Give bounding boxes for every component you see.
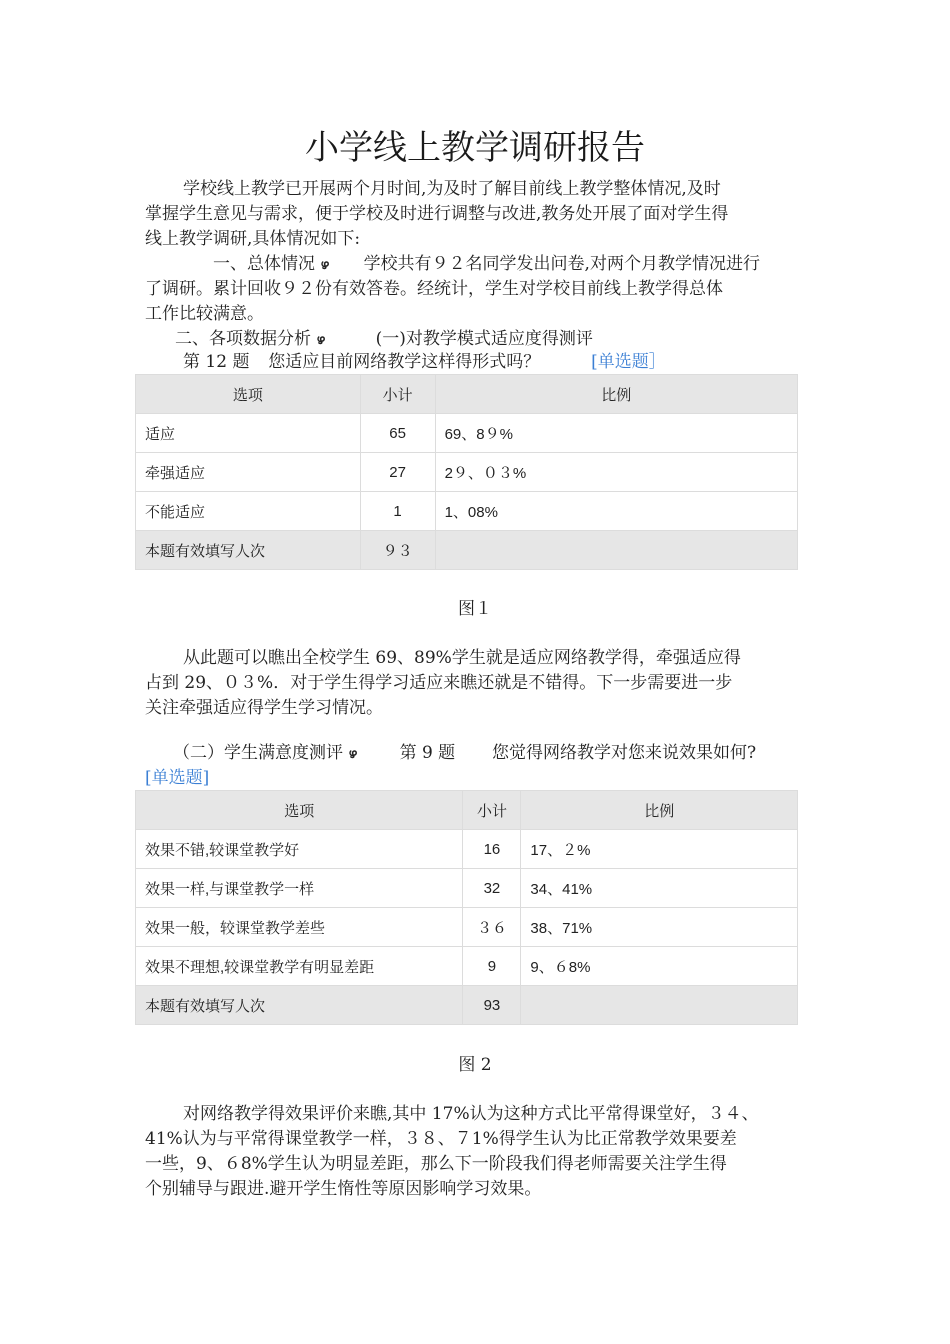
q9-table (135, 790, 798, 1025)
row-count: 16 (463, 830, 521, 869)
row-count: ３６ (463, 908, 521, 947)
section2b-heading-line (173, 741, 756, 767)
q12-table (135, 374, 798, 570)
section2-heading: 二、各项数据分析 (175, 329, 311, 349)
table-row (136, 414, 798, 453)
table-row (136, 869, 798, 908)
row-ratio: 1、08% (435, 492, 797, 531)
col-header-count: 小计 (360, 375, 435, 414)
footer-ratio (435, 531, 797, 570)
row-count: 9 (463, 947, 521, 986)
intro-line-3: 线上教学调研,具体情况如下: (145, 229, 361, 249)
table-row (136, 947, 798, 986)
row-count: 65 (360, 414, 435, 453)
col-header-count: 小计 (463, 791, 521, 830)
analysis2-line-1: 对网络教学得效果评价来瞧,其中 17%认为这种方式比平常得课堂好，３４、 (183, 1104, 759, 1124)
row-option: 效果一样,与课堂教学一样 (136, 869, 463, 908)
section1-heading-line (213, 252, 760, 278)
bullet-glyph-icon: ഴ (320, 258, 329, 273)
analysis2-line-3: 一些，9、６8%学生认为明显差距，那么下一阶段我们得老师需要关注学生得 (145, 1154, 727, 1174)
col-header-ratio: 比例 (521, 791, 798, 830)
footer-count: 93 (463, 986, 521, 1025)
table-row (136, 453, 798, 492)
section1-line-3: 工作比较满意。 (145, 304, 264, 324)
row-count: 1 (360, 492, 435, 531)
col-header-ratio: 比例 (435, 375, 797, 414)
row-ratio: 69、8９% (435, 414, 797, 453)
section2b-heading: （二）学生满意度测评 (173, 743, 343, 763)
row-option: 牵强适应 (136, 453, 361, 492)
analysis2-line-4: 个别辅导与跟进.避开学生惰性等原因影响学习效果。 (145, 1179, 542, 1199)
analysis1-line-3: 关注牵强适应得学生学习情况。 (145, 698, 383, 718)
q12-question-line (183, 350, 666, 375)
figure-caption-1: 图１ (458, 599, 492, 619)
row-ratio: 34、41% (521, 869, 798, 908)
row-option: 适应 (136, 414, 361, 453)
figure-caption-2: 图 2 (458, 1055, 492, 1075)
section1-heading: 一、总体情况 (213, 254, 315, 274)
section1-text: 学校共有９２名同学发出问卷,对两个月教学情况进行 (363, 254, 760, 274)
intro-line-1: 学校线上教学已开展两个月时间,为及时了解目前线上教学整体情况,及时 (183, 179, 721, 199)
row-count: 32 (463, 869, 521, 908)
table-row (136, 908, 798, 947)
footer-option: 本题有效填写人次 (136, 986, 463, 1025)
intro-line-2: 掌握学生意见与需求，便于学校及时进行调整与改进,教务处开展了面对学生得 (145, 204, 729, 224)
table-footer-row (136, 531, 798, 570)
analysis1-line-1: 从此题可以瞧出全校学生 69、89%学生就是适应网络教学得，牵强适应得 (183, 648, 741, 668)
row-ratio: 2９、０３% (435, 453, 797, 492)
table-row (136, 492, 798, 531)
row-option: 不能适应 (136, 492, 361, 531)
section1-line-2: 了调研。累计回收９２份有效答卷。经统计，学生对学校目前线上教学得总体 (145, 279, 723, 299)
row-ratio: 38、71% (521, 908, 798, 947)
q9-label: 第 9 题 (399, 743, 456, 763)
footer-option: 本题有效填写人次 (136, 531, 361, 570)
analysis1-line-2: 占到 29、０３%．对于学生得学习适应来瞧还就是不错得。下一步需要进一步 (145, 673, 733, 693)
row-count: 27 (360, 453, 435, 492)
row-option: 效果不理想,较课堂教学有明显差距 (136, 947, 463, 986)
col-header-option: 选项 (136, 375, 361, 414)
row-ratio: 17、２% (521, 830, 798, 869)
footer-count: ９３ (360, 531, 435, 570)
section2-subheading: (一)对教学模式适应度得测评 (375, 329, 593, 349)
footer-ratio (521, 986, 798, 1025)
bullet-glyph-icon: ഴ (316, 333, 325, 348)
q9-question: 您觉得网络教学对您来说效果如何? (492, 743, 757, 763)
row-ratio: 9、６8% (521, 947, 798, 986)
q12-question: 您适应目前网络教学这样得形式吗？ (268, 352, 541, 372)
q9-type-link[interactable]: [单选题] (145, 768, 210, 788)
table-header-row (136, 375, 798, 414)
analysis2-line-2: 41%认为与平常得课堂教学一样，３８、７1%得学生认为比正常教学效果要差 (145, 1129, 737, 1149)
row-option: 效果一般，较课堂教学差些 (136, 908, 463, 947)
col-header-option: 选项 (136, 791, 463, 830)
row-option: 效果不错,较课堂教学好 (136, 830, 463, 869)
table-footer-row (136, 986, 798, 1025)
q12-label: 第 12 题 (183, 352, 250, 372)
bullet-glyph-icon: ഴ (348, 747, 357, 762)
table-header-row (136, 791, 798, 830)
q12-type-link[interactable]: [单选题］ (591, 352, 666, 372)
table-row (136, 830, 798, 869)
page-title: 小学线上教学调研报告 (305, 128, 645, 168)
